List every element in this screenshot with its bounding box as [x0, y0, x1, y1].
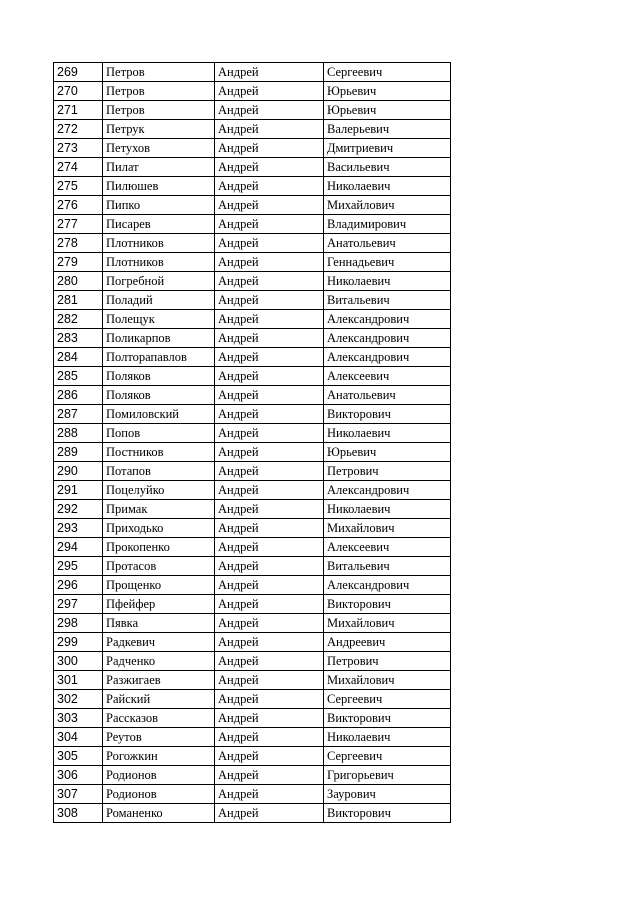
first-name-cell: Андрей — [215, 747, 324, 766]
table-row — [54, 272, 451, 291]
table-row — [54, 728, 451, 747]
table-row — [54, 747, 451, 766]
first-name-cell: Андрей — [215, 329, 324, 348]
last-name-cell: Пилюшев — [103, 177, 215, 196]
last-name-cell: Рассказов — [103, 709, 215, 728]
first-name-cell: Андрей — [215, 291, 324, 310]
last-name-cell: Пилат — [103, 158, 215, 177]
row-number: 308 — [54, 804, 103, 823]
row-number: 271 — [54, 101, 103, 120]
first-name-cell: Андрей — [215, 215, 324, 234]
last-name-cell: Попов — [103, 424, 215, 443]
row-number: 292 — [54, 500, 103, 519]
patronymic-cell: Михайлович — [324, 614, 451, 633]
last-name-cell: Разжигаев — [103, 671, 215, 690]
row-number: 304 — [54, 728, 103, 747]
last-name-cell: Радченко — [103, 652, 215, 671]
last-name-cell: Родионов — [103, 766, 215, 785]
first-name-cell: Андрей — [215, 177, 324, 196]
patronymic-cell: Геннадьевич — [324, 253, 451, 272]
first-name-cell: Андрей — [215, 82, 324, 101]
row-number: 277 — [54, 215, 103, 234]
last-name-cell: Постников — [103, 443, 215, 462]
names-table — [53, 62, 451, 823]
patronymic-cell: Андреевич — [324, 633, 451, 652]
table-row — [54, 671, 451, 690]
table-row — [54, 481, 451, 500]
patronymic-cell: Николаевич — [324, 500, 451, 519]
table-row — [54, 329, 451, 348]
patronymic-cell: Петрович — [324, 462, 451, 481]
patronymic-cell: Михайлович — [324, 519, 451, 538]
patronymic-cell: Алексеевич — [324, 367, 451, 386]
first-name-cell: Андрей — [215, 576, 324, 595]
table-row — [54, 367, 451, 386]
first-name-cell: Андрей — [215, 386, 324, 405]
first-name-cell: Андрей — [215, 804, 324, 823]
first-name-cell: Андрей — [215, 462, 324, 481]
patronymic-cell: Юрьевич — [324, 82, 451, 101]
patronymic-cell: Юрьевич — [324, 443, 451, 462]
row-number: 287 — [54, 405, 103, 424]
last-name-cell: Полещук — [103, 310, 215, 329]
last-name-cell: Поляков — [103, 367, 215, 386]
last-name-cell: Примак — [103, 500, 215, 519]
patronymic-cell: Михайлович — [324, 196, 451, 215]
patronymic-cell: Викторович — [324, 709, 451, 728]
last-name-cell: Поцелуйко — [103, 481, 215, 500]
last-name-cell: Писарев — [103, 215, 215, 234]
patronymic-cell: Витальевич — [324, 291, 451, 310]
patronymic-cell: Александрович — [324, 481, 451, 500]
row-number: 285 — [54, 367, 103, 386]
first-name-cell: Андрей — [215, 101, 324, 120]
names-table-body — [54, 63, 451, 823]
row-number: 283 — [54, 329, 103, 348]
last-name-cell: Райский — [103, 690, 215, 709]
last-name-cell: Поликарпов — [103, 329, 215, 348]
table-row — [54, 462, 451, 481]
row-number: 298 — [54, 614, 103, 633]
patronymic-cell: Сергеевич — [324, 63, 451, 82]
patronymic-cell: Петрович — [324, 652, 451, 671]
table-row — [54, 348, 451, 367]
last-name-cell: Плотников — [103, 253, 215, 272]
table-row — [54, 63, 451, 82]
patronymic-cell: Сергеевич — [324, 690, 451, 709]
first-name-cell: Андрей — [215, 519, 324, 538]
patronymic-cell: Александрович — [324, 576, 451, 595]
last-name-cell: Помиловский — [103, 405, 215, 424]
row-number: 307 — [54, 785, 103, 804]
table-row — [54, 82, 451, 101]
table-row — [54, 139, 451, 158]
patronymic-cell: Владимирович — [324, 215, 451, 234]
patronymic-cell: Александрович — [324, 348, 451, 367]
table-row — [54, 253, 451, 272]
table-row — [54, 500, 451, 519]
first-name-cell: Андрей — [215, 766, 324, 785]
first-name-cell: Андрей — [215, 652, 324, 671]
table-row — [54, 120, 451, 139]
patronymic-cell: Викторович — [324, 595, 451, 614]
row-number: 300 — [54, 652, 103, 671]
table-row — [54, 177, 451, 196]
row-number: 279 — [54, 253, 103, 272]
first-name-cell: Андрей — [215, 443, 324, 462]
row-number: 299 — [54, 633, 103, 652]
last-name-cell: Протасов — [103, 557, 215, 576]
last-name-cell: Потапов — [103, 462, 215, 481]
first-name-cell: Андрей — [215, 158, 324, 177]
patronymic-cell: Александрович — [324, 310, 451, 329]
row-number: 305 — [54, 747, 103, 766]
first-name-cell: Андрей — [215, 63, 324, 82]
row-number: 278 — [54, 234, 103, 253]
table-row — [54, 234, 451, 253]
row-number: 294 — [54, 538, 103, 557]
last-name-cell: Петров — [103, 63, 215, 82]
patronymic-cell: Михайлович — [324, 671, 451, 690]
patronymic-cell: Васильевич — [324, 158, 451, 177]
last-name-cell: Петров — [103, 82, 215, 101]
row-number: 273 — [54, 139, 103, 158]
table-row — [54, 614, 451, 633]
first-name-cell: Андрей — [215, 120, 324, 139]
table-row — [54, 766, 451, 785]
patronymic-cell: Александрович — [324, 329, 451, 348]
table-row — [54, 519, 451, 538]
last-name-cell: Плотников — [103, 234, 215, 253]
table-row — [54, 291, 451, 310]
first-name-cell: Андрей — [215, 690, 324, 709]
last-name-cell: Петрук — [103, 120, 215, 139]
first-name-cell: Андрей — [215, 728, 324, 747]
first-name-cell: Андрей — [215, 595, 324, 614]
last-name-cell: Пфейфер — [103, 595, 215, 614]
patronymic-cell: Анатольевич — [324, 234, 451, 253]
table-row — [54, 386, 451, 405]
row-number: 290 — [54, 462, 103, 481]
first-name-cell: Андрей — [215, 424, 324, 443]
table-row — [54, 576, 451, 595]
row-number: 270 — [54, 82, 103, 101]
row-number: 281 — [54, 291, 103, 310]
patronymic-cell: Викторович — [324, 804, 451, 823]
patronymic-cell: Сергеевич — [324, 747, 451, 766]
first-name-cell: Андрей — [215, 614, 324, 633]
first-name-cell: Андрей — [215, 196, 324, 215]
last-name-cell: Родионов — [103, 785, 215, 804]
first-name-cell: Андрей — [215, 481, 324, 500]
table-row — [54, 785, 451, 804]
table-row — [54, 804, 451, 823]
table-row — [54, 595, 451, 614]
patronymic-cell: Николаевич — [324, 424, 451, 443]
table-row — [54, 690, 451, 709]
row-number: 284 — [54, 348, 103, 367]
first-name-cell: Андрей — [215, 405, 324, 424]
last-name-cell: Петухов — [103, 139, 215, 158]
first-name-cell: Андрей — [215, 709, 324, 728]
first-name-cell: Андрей — [215, 348, 324, 367]
last-name-cell: Приходько — [103, 519, 215, 538]
table-row — [54, 215, 451, 234]
last-name-cell: Пявка — [103, 614, 215, 633]
patronymic-cell: Валерьевич — [324, 120, 451, 139]
row-number: 275 — [54, 177, 103, 196]
first-name-cell: Андрей — [215, 253, 324, 272]
row-number: 280 — [54, 272, 103, 291]
row-number: 288 — [54, 424, 103, 443]
first-name-cell: Андрей — [215, 234, 324, 253]
last-name-cell: Полторапавлов — [103, 348, 215, 367]
patronymic-cell: Николаевич — [324, 177, 451, 196]
first-name-cell: Андрей — [215, 500, 324, 519]
patronymic-cell: Николаевич — [324, 728, 451, 747]
row-number: 272 — [54, 120, 103, 139]
table-row — [54, 709, 451, 728]
first-name-cell: Андрей — [215, 310, 324, 329]
table-row — [54, 158, 451, 177]
last-name-cell: Рогожкин — [103, 747, 215, 766]
last-name-cell: Прокопенко — [103, 538, 215, 557]
table-row — [54, 538, 451, 557]
row-number: 291 — [54, 481, 103, 500]
last-name-cell: Реутов — [103, 728, 215, 747]
table-row — [54, 443, 451, 462]
row-number: 276 — [54, 196, 103, 215]
patronymic-cell: Витальевич — [324, 557, 451, 576]
row-number: 295 — [54, 557, 103, 576]
patronymic-cell: Николаевич — [324, 272, 451, 291]
first-name-cell: Андрей — [215, 671, 324, 690]
first-name-cell: Андрей — [215, 538, 324, 557]
patronymic-cell: Викторович — [324, 405, 451, 424]
table-row — [54, 405, 451, 424]
last-name-cell: Прощенко — [103, 576, 215, 595]
patronymic-cell: Анатольевич — [324, 386, 451, 405]
patronymic-cell: Юрьевич — [324, 101, 451, 120]
first-name-cell: Андрей — [215, 785, 324, 804]
last-name-cell: Романенко — [103, 804, 215, 823]
patronymic-cell: Заурович — [324, 785, 451, 804]
table-row — [54, 424, 451, 443]
table-row — [54, 633, 451, 652]
row-number: 297 — [54, 595, 103, 614]
last-name-cell: Погребной — [103, 272, 215, 291]
row-number: 289 — [54, 443, 103, 462]
row-number: 269 — [54, 63, 103, 82]
row-number: 274 — [54, 158, 103, 177]
row-number: 282 — [54, 310, 103, 329]
last-name-cell: Поляков — [103, 386, 215, 405]
table-row — [54, 196, 451, 215]
row-number: 293 — [54, 519, 103, 538]
table-row — [54, 310, 451, 329]
row-number: 303 — [54, 709, 103, 728]
table-row — [54, 652, 451, 671]
patronymic-cell: Григорьевич — [324, 766, 451, 785]
row-number: 286 — [54, 386, 103, 405]
row-number: 306 — [54, 766, 103, 785]
row-number: 296 — [54, 576, 103, 595]
patronymic-cell: Алексеевич — [324, 538, 451, 557]
row-number: 301 — [54, 671, 103, 690]
table-row — [54, 557, 451, 576]
first-name-cell: Андрей — [215, 367, 324, 386]
first-name-cell: Андрей — [215, 272, 324, 291]
row-number: 302 — [54, 690, 103, 709]
first-name-cell: Андрей — [215, 557, 324, 576]
table-row — [54, 101, 451, 120]
patronymic-cell: Дмитриевич — [324, 139, 451, 158]
first-name-cell: Андрей — [215, 633, 324, 652]
last-name-cell: Поладий — [103, 291, 215, 310]
last-name-cell: Петров — [103, 101, 215, 120]
last-name-cell: Пипко — [103, 196, 215, 215]
last-name-cell: Радкевич — [103, 633, 215, 652]
first-name-cell: Андрей — [215, 139, 324, 158]
